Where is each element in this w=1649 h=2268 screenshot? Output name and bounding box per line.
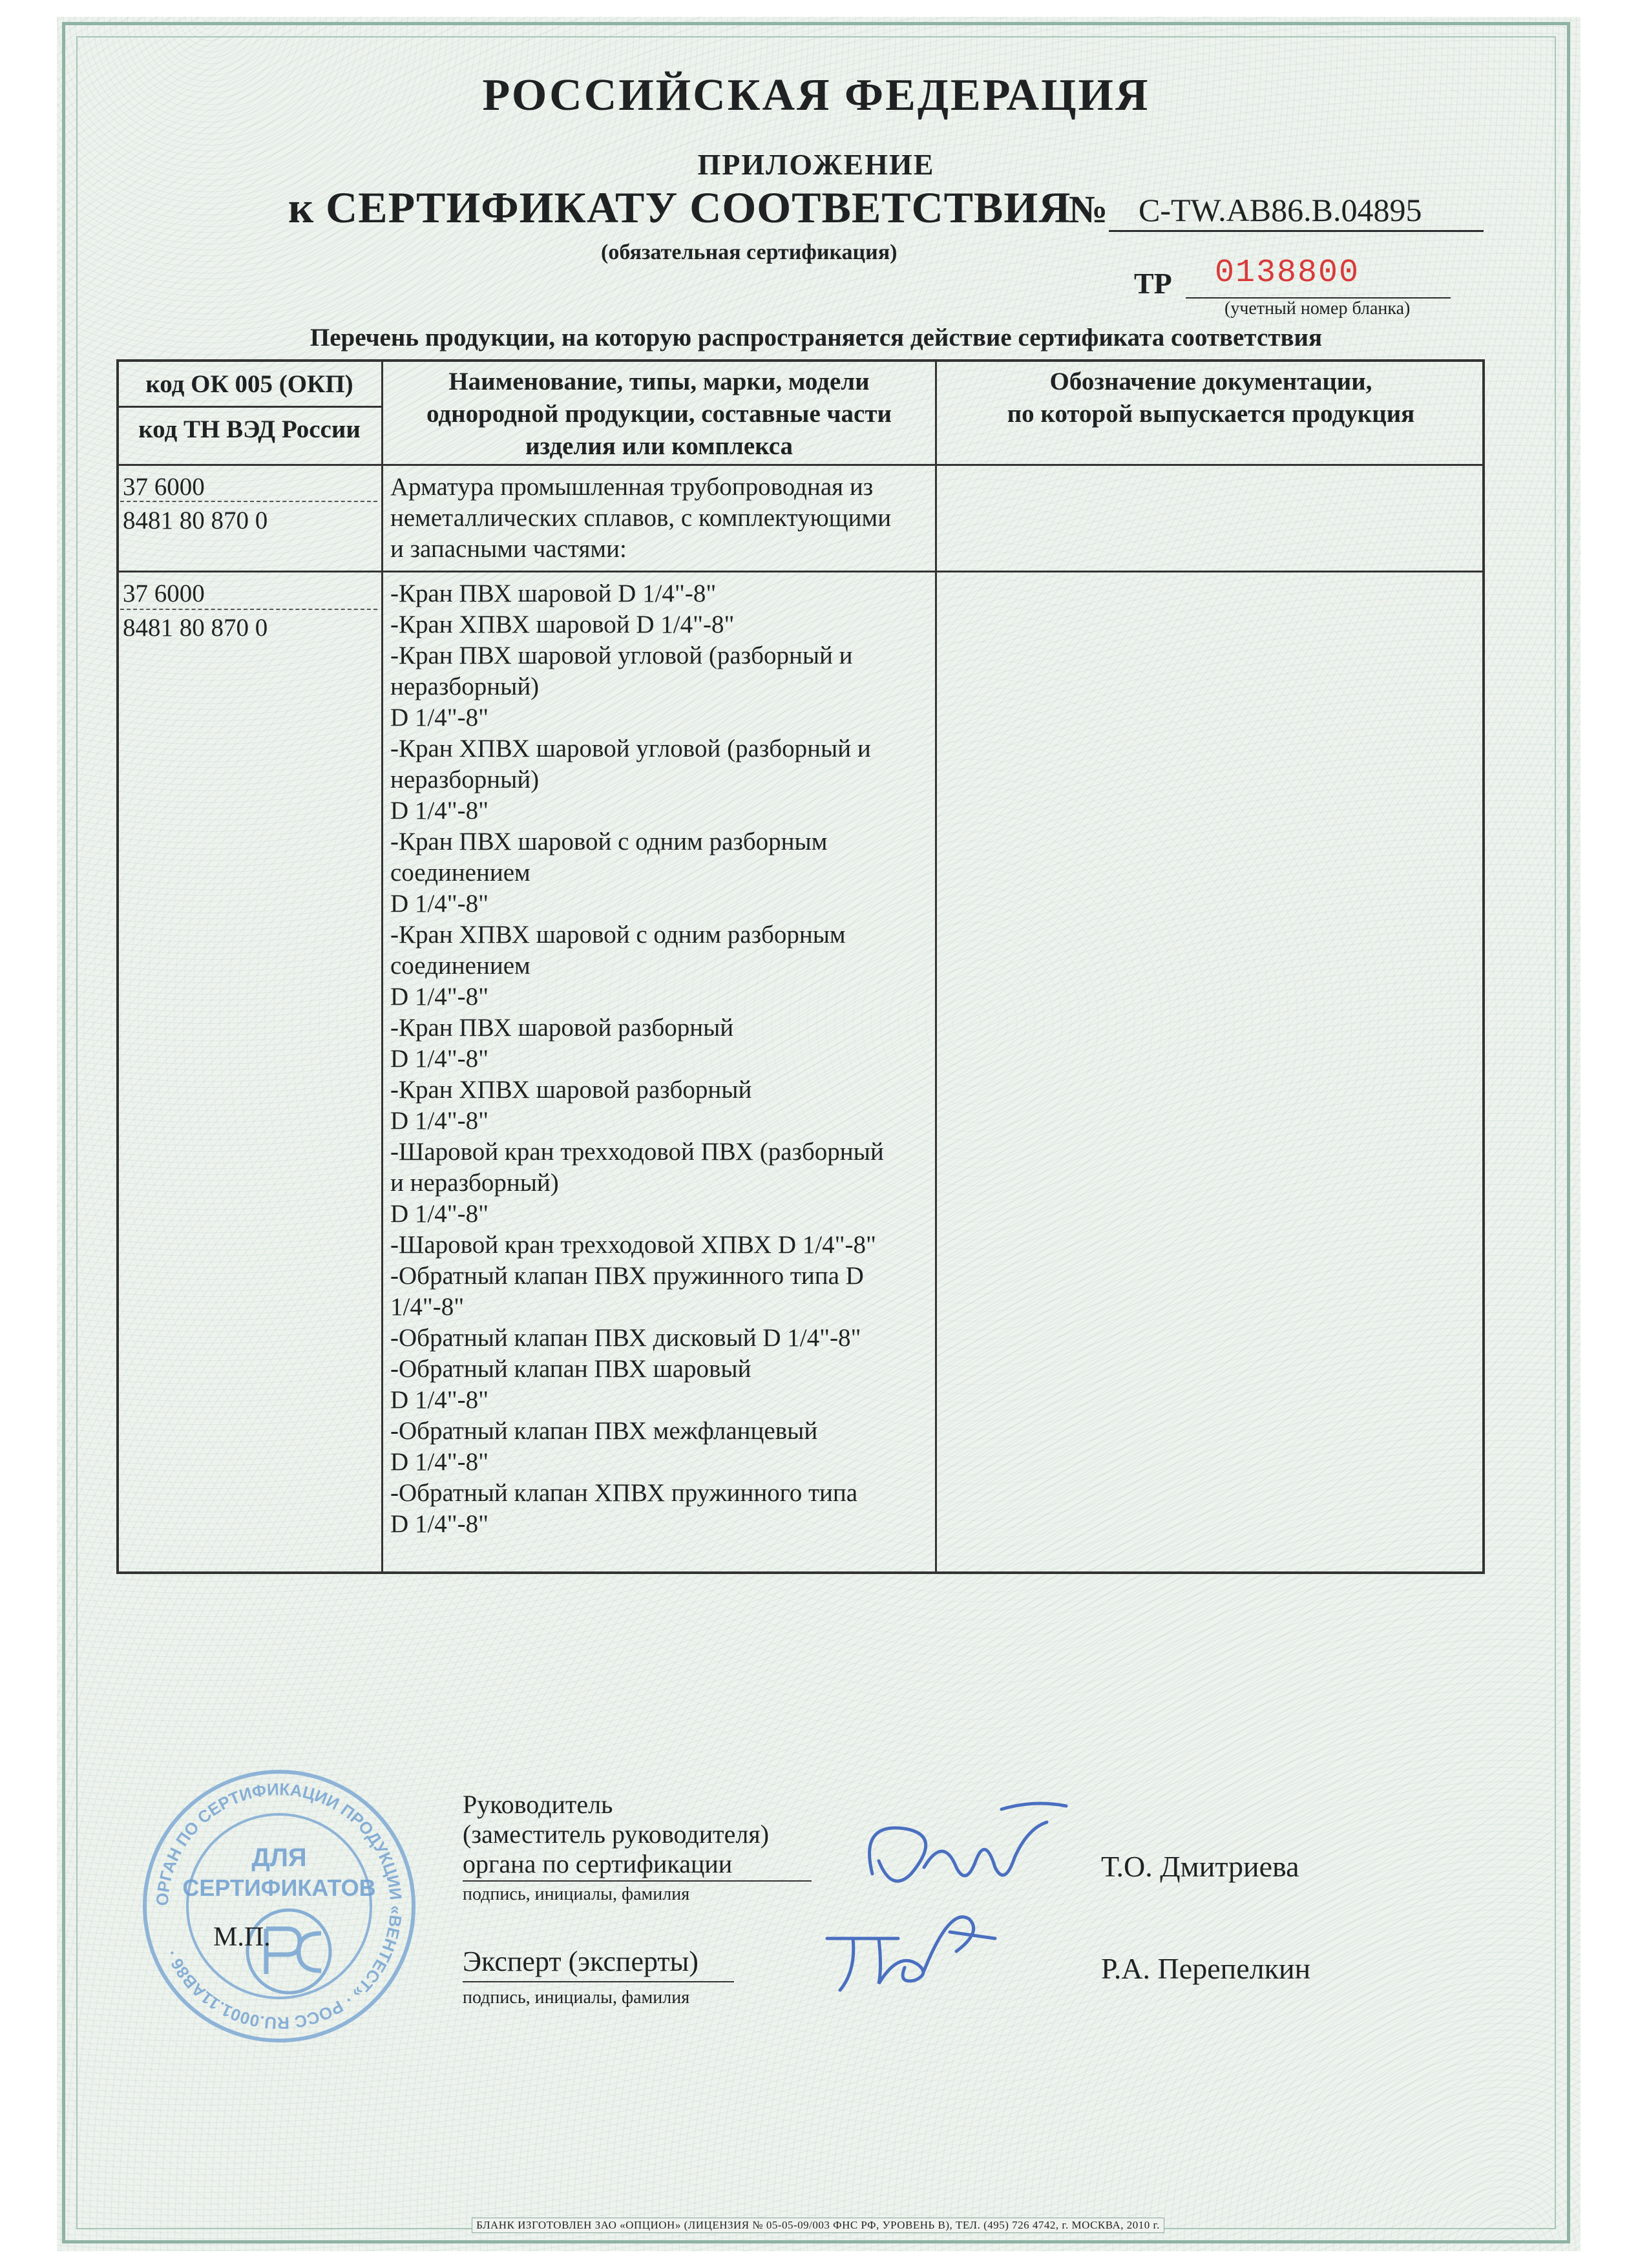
- product-line: неметаллических сплавов, с комплектующими: [390, 504, 892, 532]
- product-line: -Кран ПВХ шаровой угловой (разборный и: [390, 642, 853, 669]
- col-docs-header-line: по которой выпускается продукция: [1007, 400, 1415, 428]
- certificate-number-underline: [1109, 230, 1484, 232]
- product-line: D 1/4"-8": [390, 1107, 489, 1135]
- table-col-divider-1: [381, 359, 383, 1574]
- col-product-header-line: однородной продукции, составные части: [426, 400, 892, 428]
- tp-label: ТР: [1134, 267, 1172, 300]
- country-title: РОССИЙСКАЯ ФЕДЕРАЦИЯ: [482, 70, 1150, 120]
- row1-tnved-code: 8481 80 870 0: [123, 507, 268, 534]
- certification-stamp: [137, 1764, 421, 2048]
- form-footer: БЛАНК ИЗГОТОВЛЕН ЗАО «ОПЦИОН» (ЛИЦЕНЗИЯ № 05-05-09/003 ФНС РФ, УРОВЕНЬ В), ТЕЛ. (495) 726 4742, г. МОСКВА, 2010 г.: [472, 2218, 1164, 2233]
- row1-product-description: [390, 472, 891, 565]
- stamp-center-top: ДЛЯ: [251, 1843, 307, 1872]
- table-header-bottom: [116, 464, 1485, 466]
- table-row-divider: [116, 571, 1485, 572]
- head-role-line: Руководитель: [463, 1790, 613, 1819]
- col-product-header-line: изделия или комплекса: [525, 432, 793, 460]
- col-product-header-line: Наименование, типы, марки, модели: [448, 368, 870, 395]
- product-line: -Кран ПВХ шаровой D 1/4"-8": [390, 580, 717, 607]
- product-list-title: Перечень продукции, на которую распространяется действие сертификата соответствия: [310, 324, 1323, 352]
- product-line: -Обратный клапан ПВХ межфланцевый: [390, 1417, 818, 1445]
- row2-product-list: [390, 578, 884, 1540]
- product-line: D 1/4"-8": [390, 1386, 489, 1414]
- stamp-outer-ring: [145, 1772, 414, 2041]
- table-header-subdivider: [116, 406, 382, 408]
- annex-title: ПРИЛОЖЕНИЕ: [697, 148, 935, 181]
- certificate-title: к СЕРТИФИКАТУ СООТВЕТСТВИЯ: [288, 183, 1071, 232]
- product-line: D 1/4"-8": [390, 1448, 489, 1476]
- head-signature-caption: подпись, инициалы, фамилия: [463, 1884, 690, 1904]
- row1-okp-code: 37 6000: [123, 473, 205, 501]
- product-line: -Обратный клапан ПВХ шаровый: [390, 1355, 751, 1383]
- row2-tnved-code: 8481 80 870 0: [123, 614, 268, 642]
- stamp-center-bottom: СЕРТИФИКАТОВ: [182, 1874, 376, 1901]
- product-line: Арматура промышленная трубопроводная из: [390, 473, 874, 501]
- col-docs-header-line: Обозначение документации,: [1049, 368, 1372, 395]
- table-col-divider-2: [935, 359, 937, 1574]
- expert-name: Р.А. Перепелкин: [1101, 1952, 1311, 1985]
- col-product-header: [383, 366, 935, 463]
- expert-label: Эксперт (эксперты): [463, 1946, 698, 1977]
- blank-number-caption: (учетный номер бланка): [1224, 299, 1411, 319]
- product-line: -Кран ПВХ шаровой разборный: [390, 1014, 734, 1042]
- head-role-line: органа по сертификации: [463, 1849, 733, 1878]
- stamp-place-label: М.П.: [213, 1922, 271, 1952]
- product-line: соединением: [390, 952, 530, 980]
- product-line: -Кран ХПВХ шаровой с одним разборным: [390, 921, 846, 949]
- head-role-line: (заместитель руководителя): [463, 1820, 770, 1849]
- row2-okp-code: 37 6000: [123, 580, 205, 607]
- product-line: и неразборный): [390, 1169, 559, 1197]
- col-docs-header: [937, 366, 1485, 430]
- expert-signature-caption: подпись, инициалы, фамилия: [463, 1988, 690, 2008]
- expert-signature-line: [463, 1981, 734, 1982]
- stamp-ring-text: ОРГАН ПО СЕРТИФИКАЦИИ ПРОДУКЦИИ «ВЕНТЕСТ» · РОСС RU.0001.11АВ86 ·: [152, 1779, 406, 2033]
- product-line: -Кран ХПВХ шаровой угловой (разборный и: [390, 735, 871, 762]
- product-line: D 1/4"-8": [390, 1200, 489, 1228]
- product-line: -Кран ХПВХ шаровой разборный: [390, 1076, 752, 1104]
- product-line: и запасными частями:: [390, 535, 627, 563]
- product-line: -Кран ПВХ шаровой с одним разборным: [390, 828, 828, 856]
- product-line: -Обратный клапан ПВХ дисковый D 1/4"-8": [390, 1324, 861, 1352]
- product-line: D 1/4"-8": [390, 1510, 489, 1538]
- head-signature-line: [463, 1880, 812, 1882]
- product-line: D 1/4"-8": [390, 797, 489, 824]
- product-line: 1/4"-8": [390, 1293, 465, 1321]
- col-okp-header: код ОК 005 (ОКП): [145, 370, 353, 398]
- head-role: [463, 1790, 769, 1879]
- number-sign: №: [1069, 188, 1108, 231]
- product-line: D 1/4"-8": [390, 1045, 489, 1073]
- head-name: Т.О. Дмитриева: [1101, 1850, 1299, 1883]
- product-line: неразборный): [390, 766, 540, 793]
- product-line: D 1/4"-8": [390, 983, 489, 1011]
- product-line: -Обратный клапан ХПВХ пружинного типа: [390, 1479, 858, 1507]
- product-line: D 1/4"-8": [390, 704, 489, 731]
- certification-type: (обязательная сертификация): [601, 240, 898, 264]
- blank-number: 0138800: [1215, 255, 1360, 291]
- product-line: неразборный): [390, 673, 540, 700]
- stamp-inner-ring: [187, 1814, 371, 1998]
- product-line: D 1/4"-8": [390, 890, 489, 918]
- product-line: -Обратный клапан ПВХ пружинного типа D: [390, 1262, 864, 1290]
- product-line: -Шаровой кран трехходовой ХПВХ D 1/4"-8": [390, 1231, 876, 1259]
- col-tnved-header: код ТН ВЭД России: [138, 415, 361, 443]
- product-line: -Шаровой кран трехходовой ПВХ (разборный: [390, 1138, 884, 1166]
- expert-signature: [801, 1893, 1008, 2010]
- certificate-number: С-TW.АВ86.В.04895: [1139, 192, 1422, 228]
- product-line: -Кран ХПВХ шаровой D 1/4"-8": [390, 611, 735, 638]
- product-line: соединением: [390, 859, 530, 887]
